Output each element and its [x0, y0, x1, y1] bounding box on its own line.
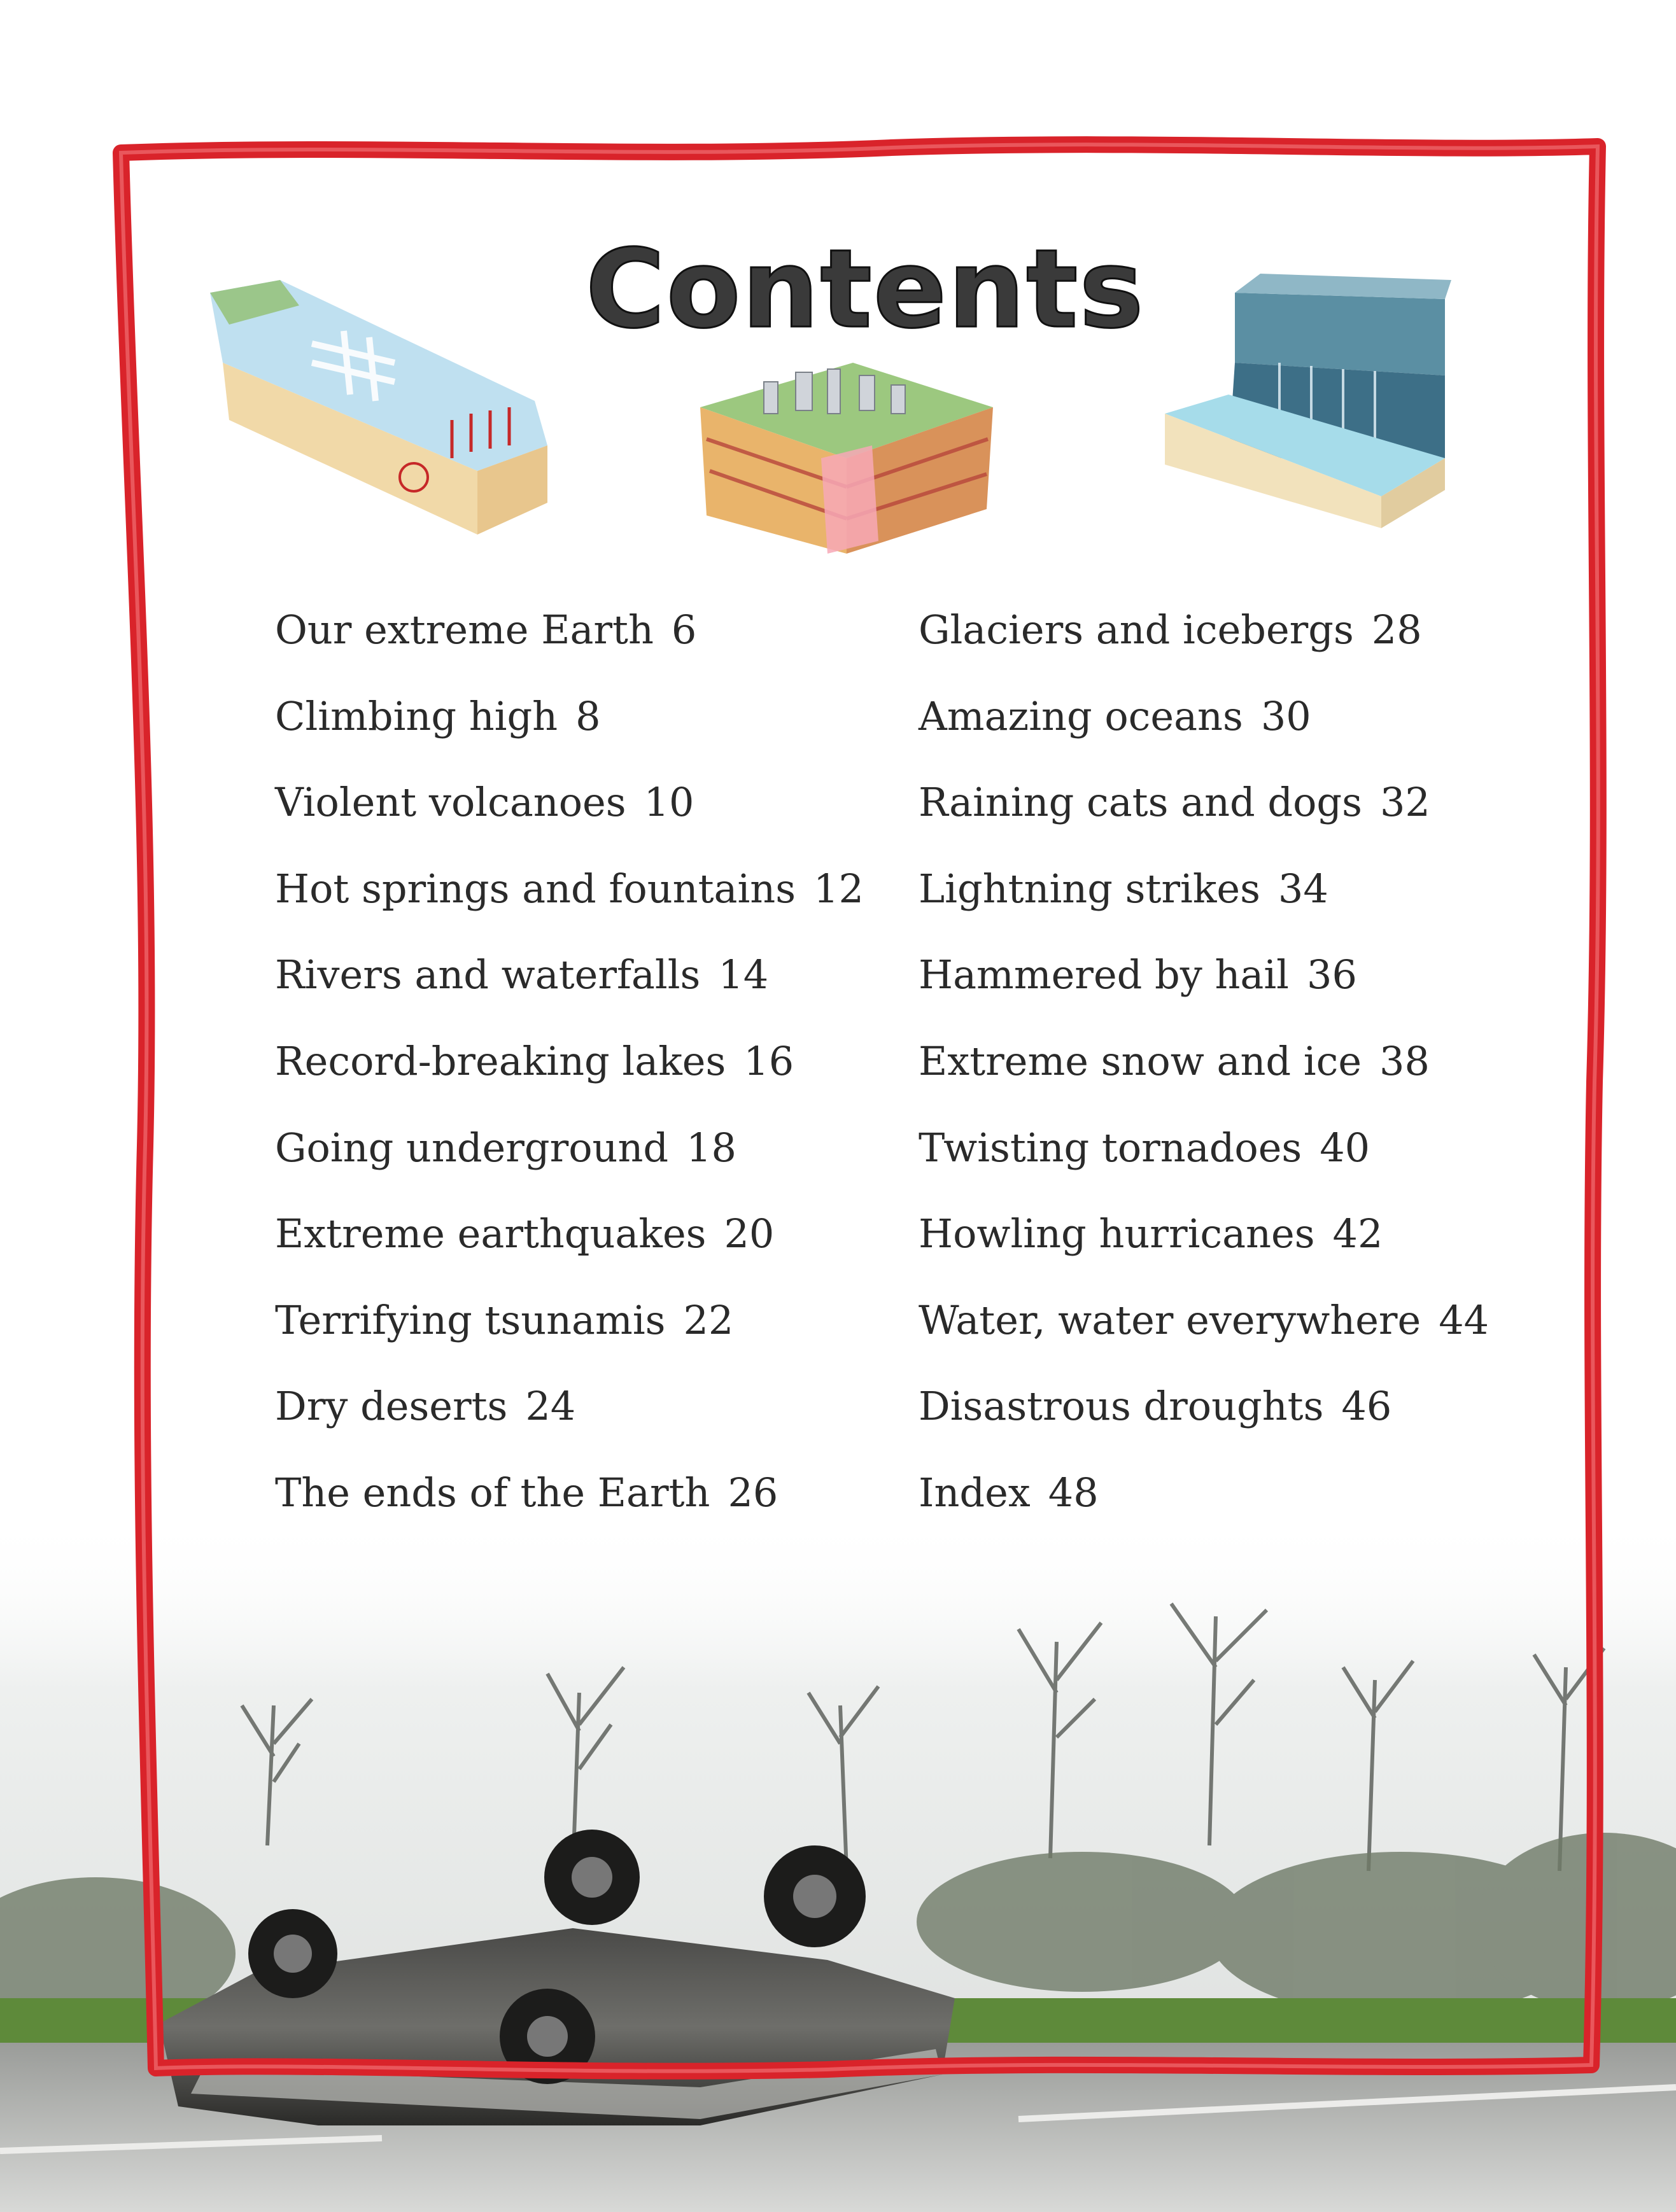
toc-entry-page: 38 [1379, 1037, 1430, 1084]
toc-entry-page: 28 [1371, 606, 1422, 653]
toc-entry-label: Going underground [275, 1124, 669, 1171]
toc-entry-page: 6 [671, 606, 697, 653]
toc-column-left [275, 598, 962, 1548]
toc-entry-label: Amazing oceans [919, 692, 1243, 739]
toc-entry-page: 30 [1260, 692, 1311, 739]
toc-entry[interactable] [275, 1202, 962, 1289]
toc-entry-page: 8 [575, 692, 601, 739]
toc-entry[interactable] [275, 1461, 962, 1548]
toc-entry[interactable] [919, 1289, 1606, 1375]
page-title: Contents [586, 227, 1145, 353]
toc-entry-label: Dry deserts [275, 1383, 508, 1430]
toc-entry[interactable] [275, 771, 962, 857]
toc-entry-page: 24 [525, 1383, 576, 1430]
toc-entry-label: Lightning strikes [919, 865, 1260, 912]
toc-entry-label: Hammered by hail [919, 951, 1290, 998]
toc-entry-label: Hot springs and fountains [275, 865, 796, 912]
earthquake-illustration [687, 350, 1006, 566]
toc-entry[interactable] [919, 1375, 1606, 1461]
toc-column-right [919, 598, 1606, 1548]
toc-entry-page: 22 [683, 1296, 734, 1343]
toc-entry-label: Our extreme Earth [275, 606, 654, 653]
toc-entry-label: Violent volcanoes [275, 779, 626, 826]
toc-entry-label: Rivers and waterfalls [275, 951, 701, 998]
toc-entry-page: 40 [1320, 1124, 1370, 1171]
toc-entry-page: 16 [743, 1037, 794, 1084]
toc-entry[interactable] [919, 857, 1606, 944]
toc-entry-page: 14 [718, 951, 769, 998]
toc-entry-page: 10 [644, 779, 694, 826]
toc-entry[interactable] [919, 598, 1606, 685]
toc-entry[interactable] [275, 1375, 962, 1461]
toc-entry-label: Disastrous droughts [919, 1383, 1324, 1430]
toc-entry-page: 12 [813, 865, 864, 912]
toc-entry[interactable] [275, 598, 962, 685]
waterfall-illustration [1152, 267, 1451, 535]
toc-entry-page: 26 [728, 1469, 778, 1516]
toc-entry[interactable] [275, 857, 962, 944]
toc-entry[interactable] [275, 685, 962, 771]
toc-entry-page: 18 [686, 1124, 736, 1171]
toc-entry-page: 32 [1379, 779, 1430, 826]
toc-entry-label: Climbing high [275, 692, 558, 739]
toc-entry[interactable] [275, 1116, 962, 1203]
toc-entry-page: 42 [1332, 1210, 1383, 1257]
toc-entry-label: Extreme earthquakes [275, 1210, 707, 1257]
toc-entry[interactable] [919, 771, 1606, 857]
toc-entry[interactable] [919, 943, 1606, 1030]
toc-entry[interactable] [919, 685, 1606, 771]
toc-entry[interactable] [919, 1202, 1606, 1289]
toc-entry-label: Record-breaking lakes [275, 1037, 726, 1084]
toc-entry[interactable] [919, 1116, 1606, 1203]
toc-entry[interactable] [275, 943, 962, 1030]
tsunami-illustration [204, 267, 560, 554]
toc-entry-label: Index [919, 1469, 1031, 1516]
toc-entry[interactable] [275, 1289, 962, 1375]
toc-entry-page: 46 [1341, 1383, 1392, 1430]
toc-entry-page: 44 [1439, 1296, 1489, 1343]
toc-entry[interactable] [275, 1030, 962, 1116]
toc-entry-label: Water, water everywhere [919, 1296, 1421, 1343]
toc-entry-label: Glaciers and icebergs [919, 606, 1354, 653]
toc-entry[interactable] [919, 1461, 1606, 1548]
toc-entry-label: The ends of the Earth [275, 1469, 710, 1516]
toc-entry-page: 36 [1307, 951, 1357, 998]
toc-entry-page: 20 [724, 1210, 775, 1257]
toc-entry-page: 48 [1048, 1469, 1099, 1516]
toc-entry-label: Twisting tornadoes [919, 1124, 1302, 1171]
toc-entry-label: Extreme snow and ice [919, 1037, 1362, 1084]
toc-entry-label: Raining cats and dogs [919, 779, 1362, 826]
toc-entry[interactable] [919, 1030, 1606, 1116]
toc-entry-label: Terrifying tsunamis [275, 1296, 666, 1343]
toc-entry-label: Howling hurricanes [919, 1210, 1315, 1257]
toc-entry-page: 34 [1278, 865, 1328, 912]
